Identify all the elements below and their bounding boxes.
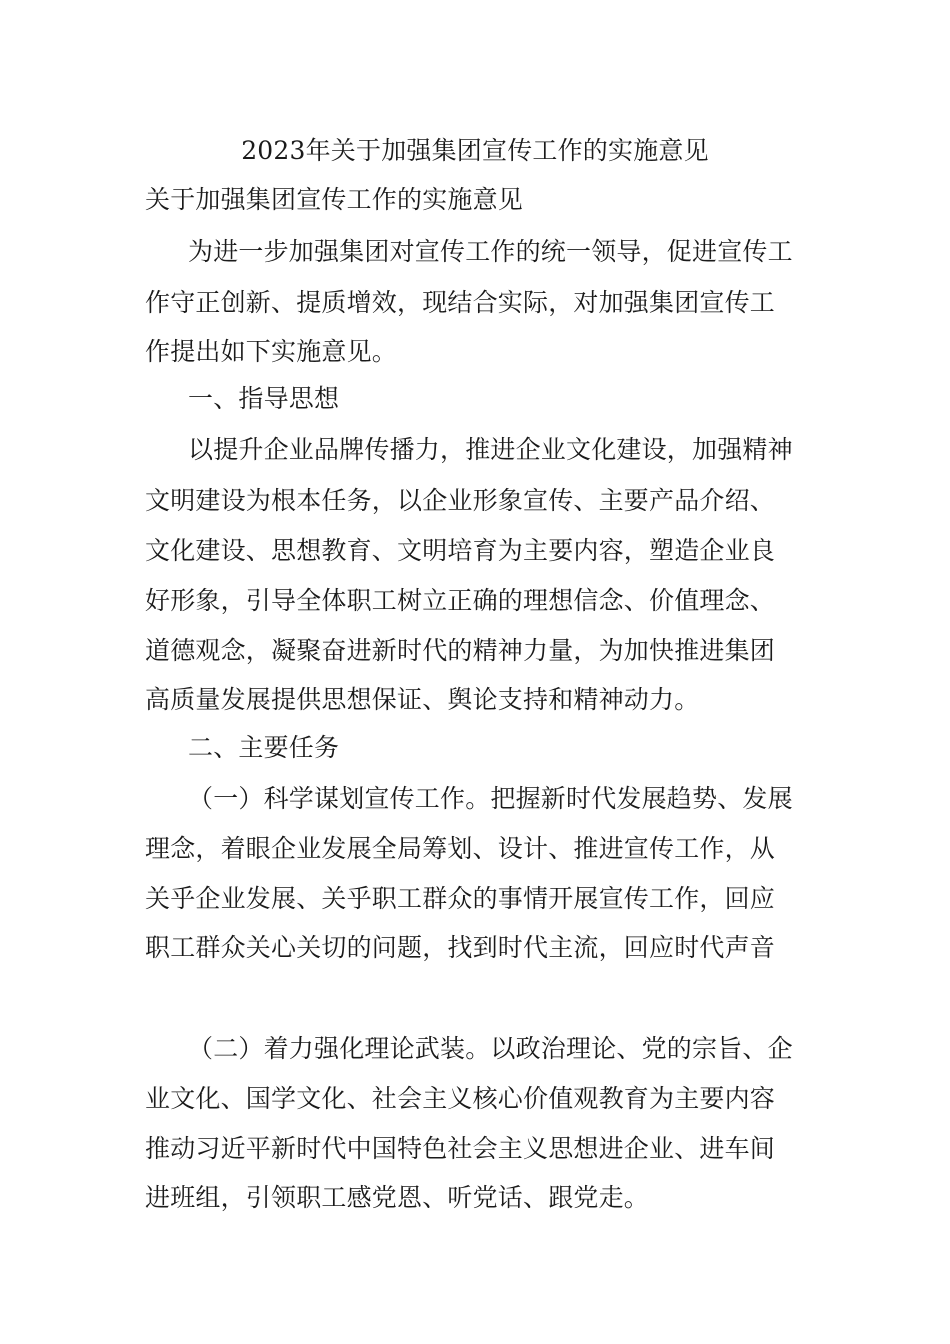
paragraph-line: 进班组，引领职工感党恩、听党话、跟党走。: [145, 1183, 650, 1212]
document-title: 2023年关于加强集团宣传工作的实施意见: [241, 136, 709, 165]
paragraph-line: 高质量发展提供思想保证、舆论支持和精神动力。: [145, 685, 700, 714]
paragraph-line: 业文化、国学文化、社会主义核心价值观教育为主要内容: [145, 1084, 776, 1113]
document-subtitle: 关于加强集团宣传工作的实施意见: [145, 185, 524, 214]
paragraph-line: 理念，着眼企业发展全局筹划、设计、推进宣传工作，从: [145, 834, 776, 863]
paragraph-line: 以提升企业品牌传播力，推进企业文化建设，加强精神: [188, 435, 793, 464]
paragraph-line: 作守正创新、提质增效，现结合实际，对加强集团宣传工: [145, 288, 776, 317]
paragraph-line: 推动习近平新时代中国特色社会主义思想进企业、进车间: [145, 1134, 776, 1163]
paragraph-line: 作提出如下实施意见。: [145, 337, 398, 366]
paragraph-line: （一）科学谋划宣传工作。把握新时代发展趋势、发展: [188, 784, 793, 813]
paragraph-line: 道德观念，凝聚奋进新时代的精神力量，为加快推进集团: [145, 636, 776, 665]
paragraph-line: 为进一步加强集团对宣传工作的统一领导，促进宣传工: [188, 237, 793, 266]
paragraph-line: （二）着力强化理论武装。以政治理论、党的宗旨、企: [188, 1034, 793, 1063]
section-heading: 二、主要任务: [188, 733, 340, 762]
paragraph-line: 职工群众关心关切的问题，找到时代主流，回应时代声音: [145, 933, 776, 962]
section-heading: 一、指导思想: [188, 384, 340, 413]
paragraph-line: 文化建设、思想教育、文明培育为主要内容，塑造企业良: [145, 536, 776, 565]
paragraph-line: 关乎企业发展、关乎职工群众的事情开展宣传工作，回应: [145, 884, 776, 913]
paragraph-line: 文明建设为根本任务，以企业形象宣传、主要产品介绍、: [145, 486, 776, 515]
paragraph-line: 好形象，引导全体职工树立正确的理想信念、价值理念、: [145, 586, 776, 615]
